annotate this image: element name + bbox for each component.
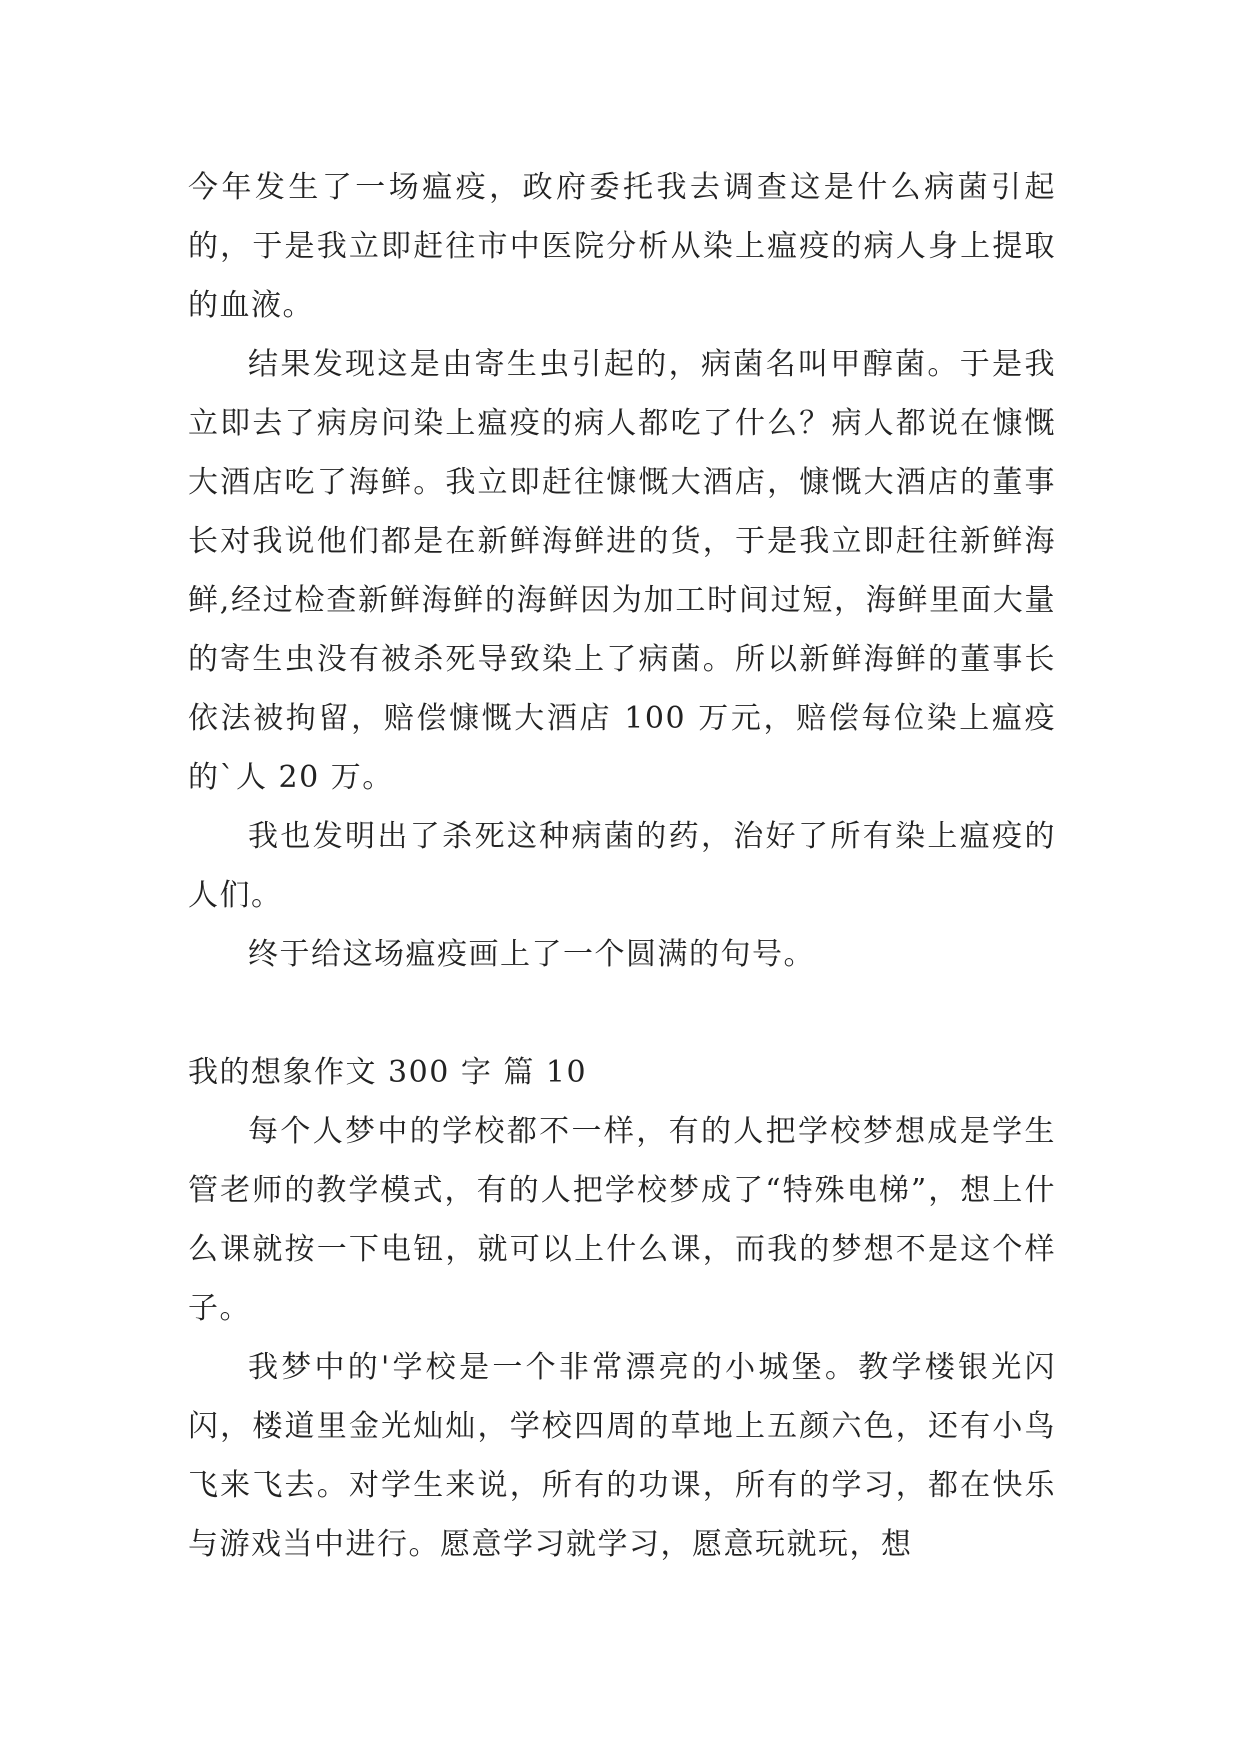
document-body — [188, 158, 1056, 1574]
paragraph-plague-intro: 今年发生了一场瘟疫，政府委托我去调查这是什么病菌引起的，于是我立即赶往市中医院分析从染上瘟疫的病人身上提取的血液。 — [188, 170, 1056, 323]
paragraph-dream-school-intro: 每个人梦中的学校都不一样，有的人把学校梦想成是学生管老师的教学模式，有的人把学校梦成了“特殊电梯”，想上什么课就按一下电钮，就可以上什么课，而我的梦想不是这个样子。 — [188, 1114, 1056, 1326]
paragraph-dream-school-castle: 我梦中的'学校是一个非常漂亮的小城堡。教学楼银光闪闪，楼道里金光灿灿，学校四周的草地上五颜六色，还有小鸟飞来飞去。对学生来说，所有的功课，所有的学习，都在快乐与游戏当中进行。愿意学习就学习，愿意玩就玩，想 — [188, 1350, 1056, 1562]
section-heading: 我的想象作文 300 字 篇 10 — [188, 1055, 588, 1090]
paragraph-medicine: 我也发明出了杀死这种病菌的药，治好了所有染上瘟疫的人们。 — [188, 819, 1056, 913]
paragraph-investigation: 结果发现这是由寄生虫引起的，病菌名叫甲醇菌。于是我立即去了病房问染上瘟疫的病人都吃了什么？病人都说在慷慨大酒店吃了海鲜。我立即赶往慷慨大酒店，慷慨大酒店的董事长对我说他们都是在新鲜海鲜进的货，于是我立即赶往新鲜海鲜,经过检查新鲜海鲜的海鲜因为加工时间过短，海鲜里面大量的寄生虫没有被杀死导致染上了病菌。所以新鲜海鲜的董事长依法被拘留，赔偿慷慨大酒店 100 万元，赔偿每位染上瘟疫的`人 20 万。 — [188, 347, 1056, 795]
paragraph-conclusion: 终于给这场瘟疫画上了一个圆满的句号。 — [248, 937, 815, 972]
